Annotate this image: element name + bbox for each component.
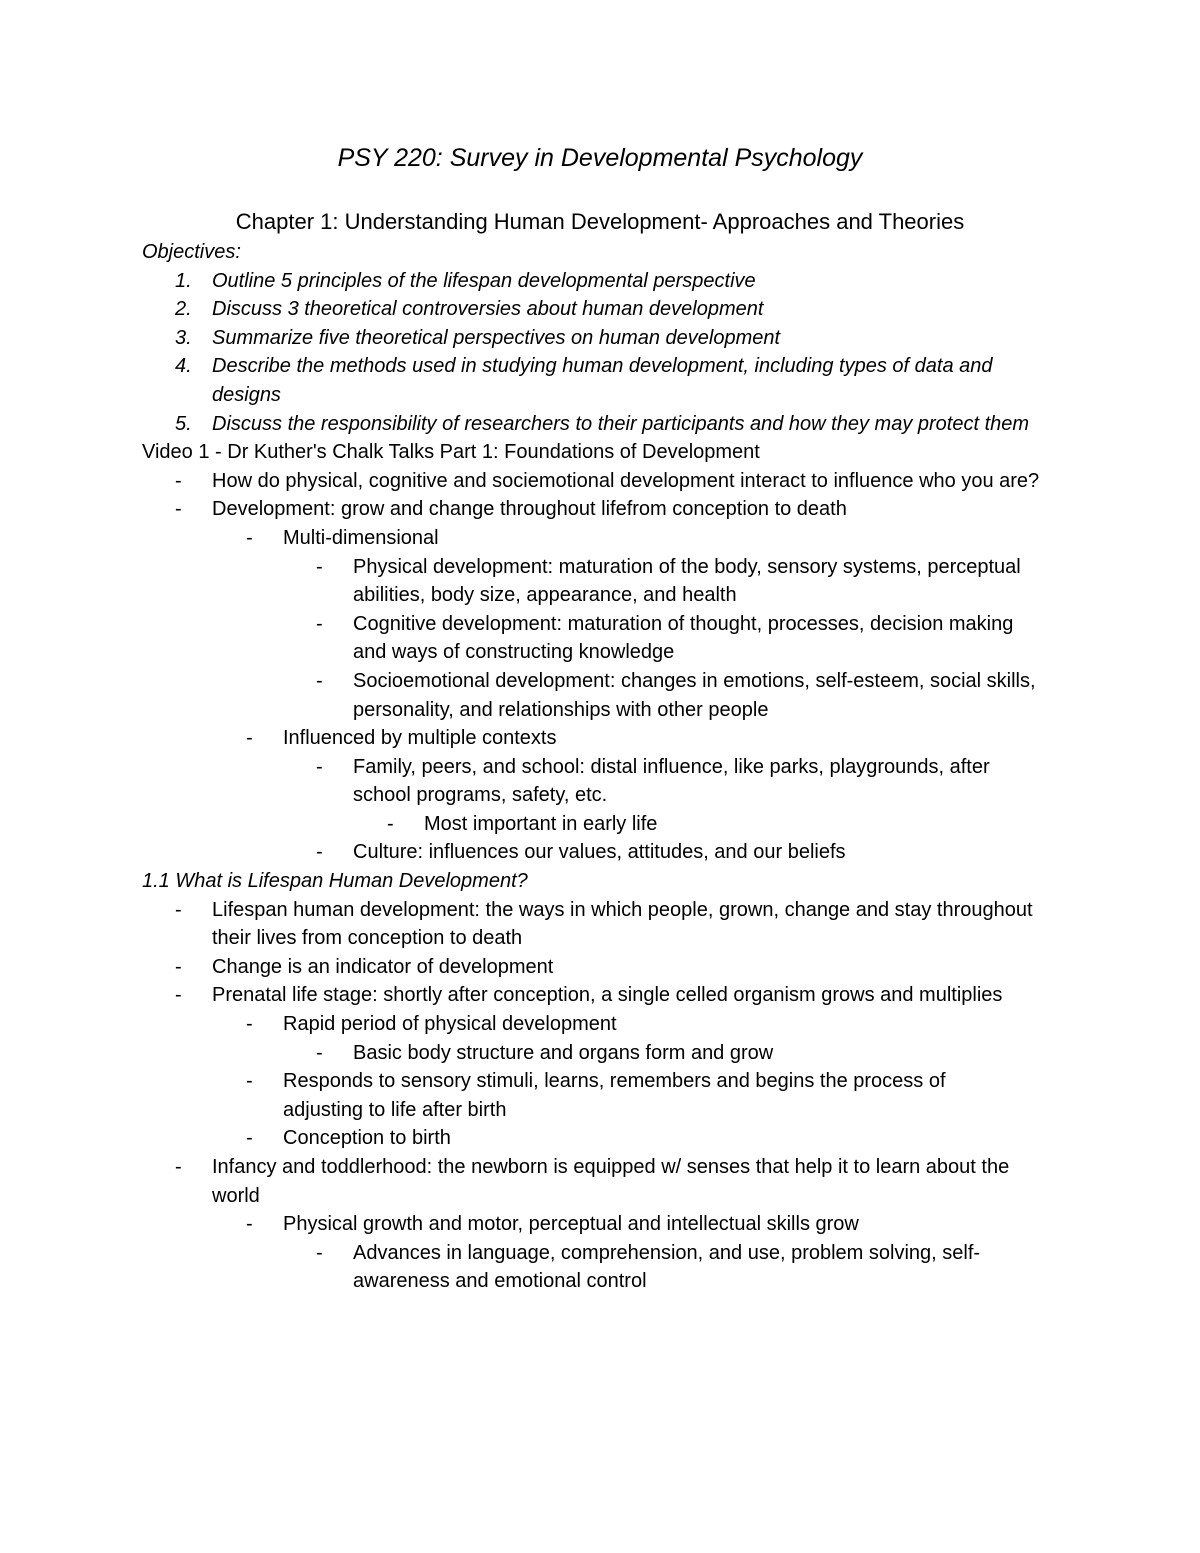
list-item bbox=[142, 610, 1043, 667]
list-item bbox=[142, 467, 1057, 496]
objective-text: Discuss 3 theoretical controversies about human development bbox=[212, 298, 764, 321]
list-item-text: Rapid period of physical development bbox=[283, 1013, 617, 1036]
objective-text: Discuss the responsibility of researchers to their participants and how they may protect them bbox=[212, 412, 1030, 435]
list-item bbox=[142, 524, 1072, 553]
list-item-text: Prenatal life stage: shortly after conception, a single celled organism grows and multiplies bbox=[212, 984, 1003, 1007]
list-item bbox=[142, 495, 1057, 524]
list-item bbox=[142, 896, 1057, 953]
list-item bbox=[142, 1039, 1072, 1068]
bullet-marker: - bbox=[316, 1241, 323, 1264]
objective-item bbox=[142, 352, 1062, 409]
list-item-text: Physical growth and motor, perceptual and intellectual skills grow bbox=[283, 1213, 859, 1236]
document-body bbox=[142, 238, 1072, 1296]
bullet-marker: - bbox=[316, 612, 323, 635]
list-item-text: Influenced by multiple contexts bbox=[283, 727, 557, 750]
objective-text: Summarize five theoretical perspectives on human development bbox=[212, 326, 781, 349]
list-item-text: Basic body structure and organs form and grow bbox=[353, 1041, 774, 1064]
list-item-text: Multi-dimensional bbox=[283, 526, 439, 549]
bullet-marker: - bbox=[387, 812, 394, 835]
list-item-text: Socioemotional development: changes in emotions, self-esteem, social skills, personality, and relationships with other people bbox=[353, 669, 1036, 721]
list-item-text: Cognitive development: maturation of thought, processes, decision making and ways of constructing knowledge bbox=[353, 612, 1014, 664]
objective-item bbox=[142, 324, 1062, 353]
video-heading: Video 1 - Dr Kuther's Chalk Talks Part 1: Foundations of Development bbox=[142, 441, 760, 464]
bullet-marker: - bbox=[246, 1070, 253, 1093]
list-item bbox=[142, 1239, 1043, 1296]
bullet-marker: - bbox=[246, 1013, 253, 1036]
list-item-text: Change is an indicator of development bbox=[212, 955, 554, 978]
bullet-marker: - bbox=[316, 669, 323, 692]
list-item-text: Lifespan human development: the ways in which people, grown, change and stay throughout their lives from conception to death bbox=[212, 898, 1033, 950]
bullet-marker: - bbox=[175, 955, 182, 978]
list-item bbox=[142, 1124, 1072, 1153]
objective-item bbox=[142, 267, 1062, 296]
list-item bbox=[142, 724, 1072, 753]
objective-item bbox=[142, 410, 1062, 439]
objective-number: 3. bbox=[175, 326, 192, 349]
bullet-marker: - bbox=[175, 498, 182, 521]
bullet-marker: - bbox=[175, 898, 182, 921]
list-item-text: Physical development: maturation of the body, sensory systems, perceptual abilities, body size, appearance, and health bbox=[353, 555, 1021, 607]
objective-text: Describe the methods used in studying human development, including types of data and designs bbox=[212, 355, 993, 406]
list-item bbox=[142, 1153, 1057, 1210]
list-item-text: Responds to sensory stimuli, learns, remembers and begins the process of adjusting to life after birth bbox=[283, 1070, 946, 1121]
objective-number: 5. bbox=[175, 412, 192, 435]
bullet-marker: - bbox=[316, 555, 323, 578]
bullet-marker: - bbox=[175, 984, 182, 1007]
objective-number: 4. bbox=[175, 355, 192, 378]
document-title: PSY 220: Survey in Developmental Psychology bbox=[337, 144, 863, 172]
bullet-marker: - bbox=[175, 469, 182, 492]
list-item bbox=[142, 1010, 1072, 1039]
list-item-text: Culture: influences our values, attitudes, and our beliefs bbox=[353, 841, 846, 864]
bullet-marker: - bbox=[175, 1156, 182, 1178]
bullet-marker: - bbox=[246, 526, 253, 549]
list-item bbox=[142, 1210, 1072, 1239]
objectives-heading: Objectives: bbox=[142, 241, 241, 263]
list-item bbox=[142, 553, 1043, 610]
bullet-marker: - bbox=[246, 1127, 253, 1150]
bullet-marker: - bbox=[246, 1213, 253, 1236]
list-item-text: Family, peers, and school: distal influence, like parks, playgrounds, after school programs, safety, etc. bbox=[353, 755, 990, 807]
list-item bbox=[142, 667, 1043, 724]
bullet-marker: - bbox=[246, 727, 253, 750]
bullet-marker: - bbox=[316, 841, 323, 864]
list-item-text: How do physical, cognitive and sociemotional development interact to influence who you are? bbox=[212, 469, 1040, 492]
objective-number: 1. bbox=[175, 269, 192, 292]
list-item bbox=[142, 810, 1072, 839]
objective-number: 2. bbox=[175, 298, 192, 321]
objective-text: Outline 5 principles of the lifespan developmental perspective bbox=[212, 269, 756, 292]
list-item bbox=[142, 838, 1072, 867]
list-item-text: Advances in language, comprehension, and use, problem solving, self-awareness and emotional control bbox=[353, 1241, 981, 1293]
chapter-heading: Chapter 1: Understanding Human Development- Approaches and Theories bbox=[235, 209, 965, 234]
list-item-text: Infancy and toddlerhood: the newborn is equipped w/ senses that help it to learn about the world bbox=[212, 1156, 1010, 1207]
list-item bbox=[142, 981, 1057, 1010]
list-item-text: Most important in early life bbox=[424, 812, 658, 835]
list-item bbox=[142, 953, 1057, 982]
list-item-text: Conception to birth bbox=[283, 1127, 451, 1150]
bullet-marker: - bbox=[316, 755, 323, 778]
list-item-text: Development: grow and change throughout lifefrom conception to death bbox=[212, 498, 847, 521]
list-item bbox=[142, 1067, 1003, 1124]
section-heading: 1.1 What is Lifespan Human Development? bbox=[142, 870, 528, 893]
objective-item bbox=[142, 295, 1062, 324]
list-item bbox=[142, 753, 1043, 810]
bullet-marker: - bbox=[316, 1041, 323, 1064]
